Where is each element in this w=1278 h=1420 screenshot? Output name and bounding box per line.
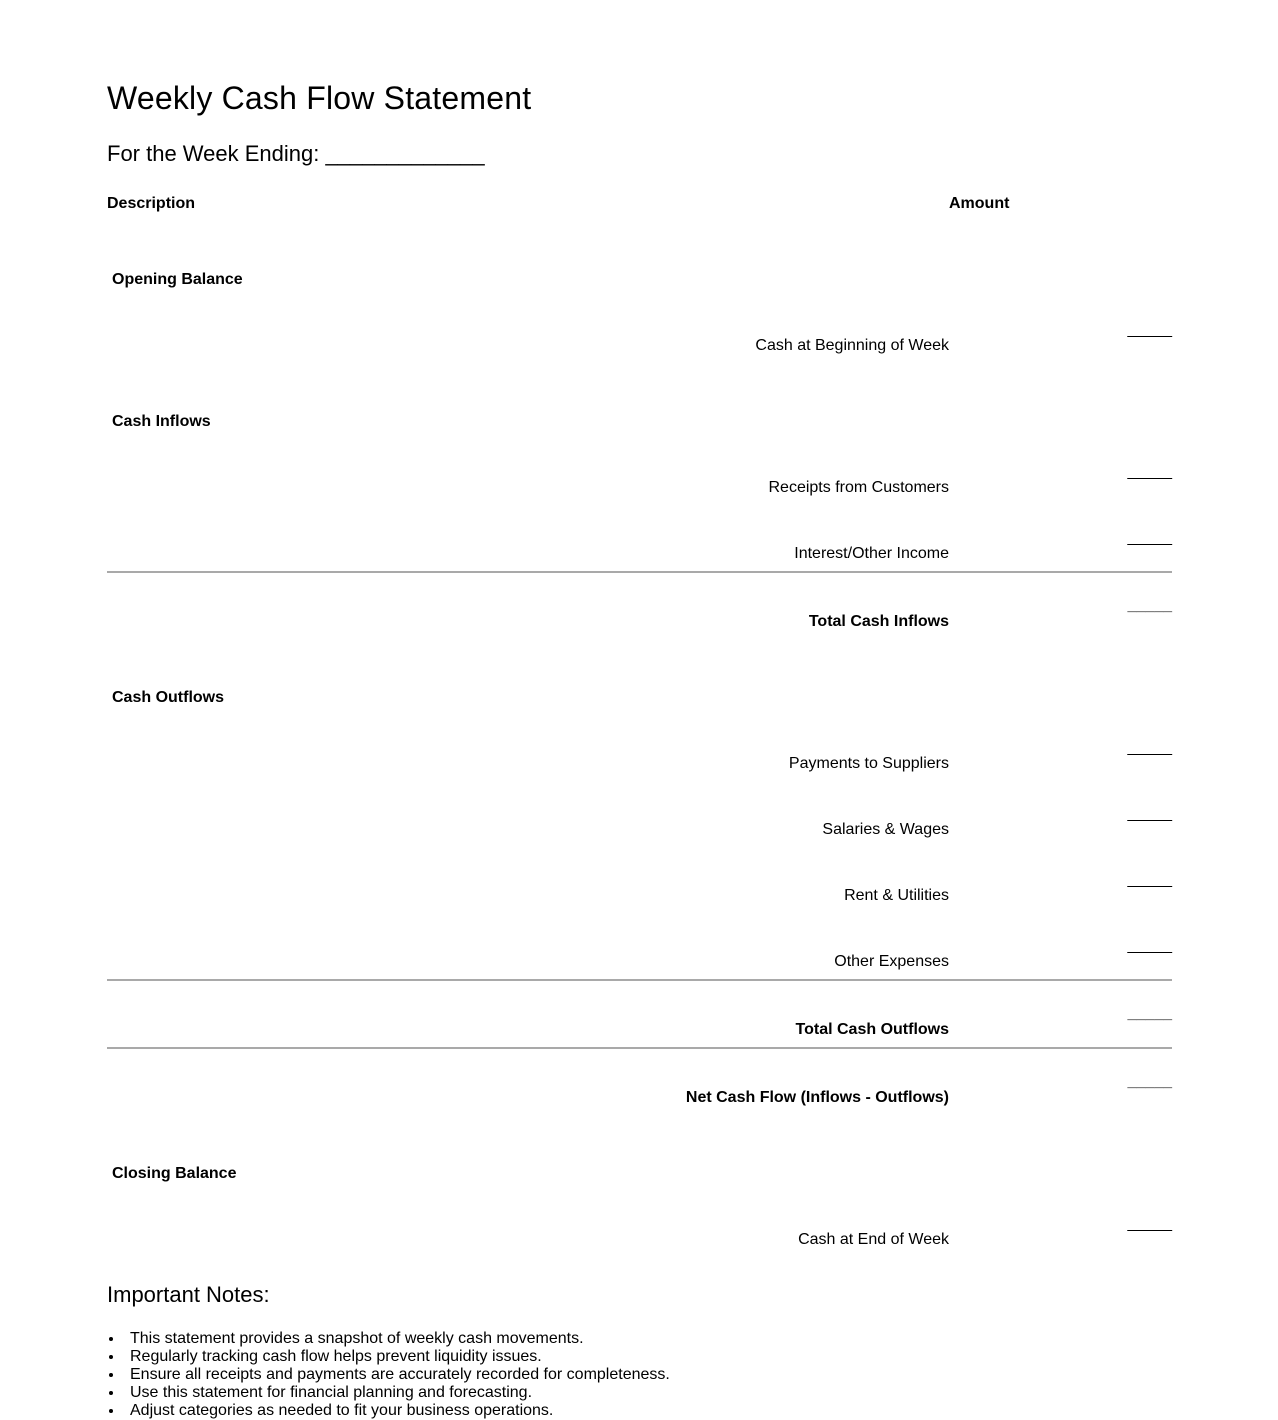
table-row-item	[107, 1191, 1172, 1257]
row-label: Total Cash Outflows	[795, 1021, 949, 1038]
week-ending-line	[107, 141, 1172, 167]
row-label: Net Cash Flow (Inflows - Outflows)	[685, 1089, 949, 1106]
amount-blank-line: _____	[1127, 529, 1172, 546]
row-label: Cash at Beginning of Week	[755, 337, 949, 354]
row-label: Closing Balance	[112, 1165, 237, 1182]
row-label: Rent & Utilities	[844, 887, 949, 904]
row-label: Receipts from Customers	[768, 479, 949, 496]
table-row-item	[107, 297, 1172, 363]
row-label: Total Cash Inflows	[808, 613, 949, 630]
amount-blank-line: _____	[1127, 739, 1172, 756]
table-row-total	[107, 572, 1172, 639]
amount-blank-line: _____	[1127, 463, 1172, 480]
header-row	[107, 187, 1172, 221]
description-column-header: Description	[107, 195, 196, 212]
note-item: • Use this statement for financial planning and forecasting.	[124, 1384, 1172, 1402]
table-row-section	[107, 363, 1172, 439]
amount-blank-line: _____	[1127, 1005, 1172, 1022]
notes-list	[107, 1330, 1172, 1420]
table-row-section	[107, 221, 1172, 297]
table-row-total	[107, 1048, 1172, 1115]
amount-blank-line: _____	[1127, 1073, 1172, 1090]
notes-heading: Important Notes:	[107, 1282, 270, 1307]
note-item: • Adjust categories as needed to fit your business operations.	[124, 1402, 1172, 1420]
row-label: Cash Outflows	[112, 689, 225, 706]
week-ending-label: For the Week Ending:	[107, 141, 320, 166]
amount-blank-line: _____	[1127, 871, 1172, 888]
amount-blank-line: _____	[1127, 1215, 1172, 1232]
amount-blank-line: _____	[1127, 597, 1172, 614]
cash-flow-table-header	[107, 187, 1172, 221]
table-row-item	[107, 913, 1172, 980]
table-row-item	[107, 781, 1172, 847]
cash-flow-table	[107, 187, 1172, 1257]
table-row-section	[107, 639, 1172, 715]
row-label: Interest/Other Income	[794, 545, 949, 562]
table-row-item	[107, 847, 1172, 913]
row-label: Payments to Suppliers	[788, 755, 949, 772]
table-row-section	[107, 1115, 1172, 1191]
amount-blank-line: _____	[1127, 321, 1172, 338]
table-row-total	[107, 980, 1172, 1048]
amount-blank-line: _____	[1127, 937, 1172, 954]
amount-column-header: Amount	[949, 195, 1010, 212]
row-label: Cash Inflows	[112, 413, 211, 430]
row-label: Salaries & Wages	[822, 821, 949, 838]
cash-flow-table-body	[107, 221, 1172, 1257]
row-label: Other Expenses	[834, 953, 949, 970]
note-item: • Ensure all receipts and payments are accurately recorded for completeness.	[124, 1366, 1172, 1384]
week-ending-blank-line: _____________	[325, 141, 485, 166]
row-label: Opening Balance	[112, 271, 243, 288]
table-row-item	[107, 715, 1172, 781]
table-row-item	[107, 439, 1172, 505]
table-row-item	[107, 505, 1172, 572]
amount-blank-line: _____	[1127, 805, 1172, 822]
row-label: Cash at End of Week	[798, 1231, 949, 1248]
page-title: Weekly Cash Flow Statement	[107, 80, 532, 116]
note-item: • This statement provides a snapshot of weekly cash movements.	[124, 1330, 1172, 1348]
note-item: • Regularly tracking cash flow helps prevent liquidity issues.	[124, 1348, 1172, 1366]
